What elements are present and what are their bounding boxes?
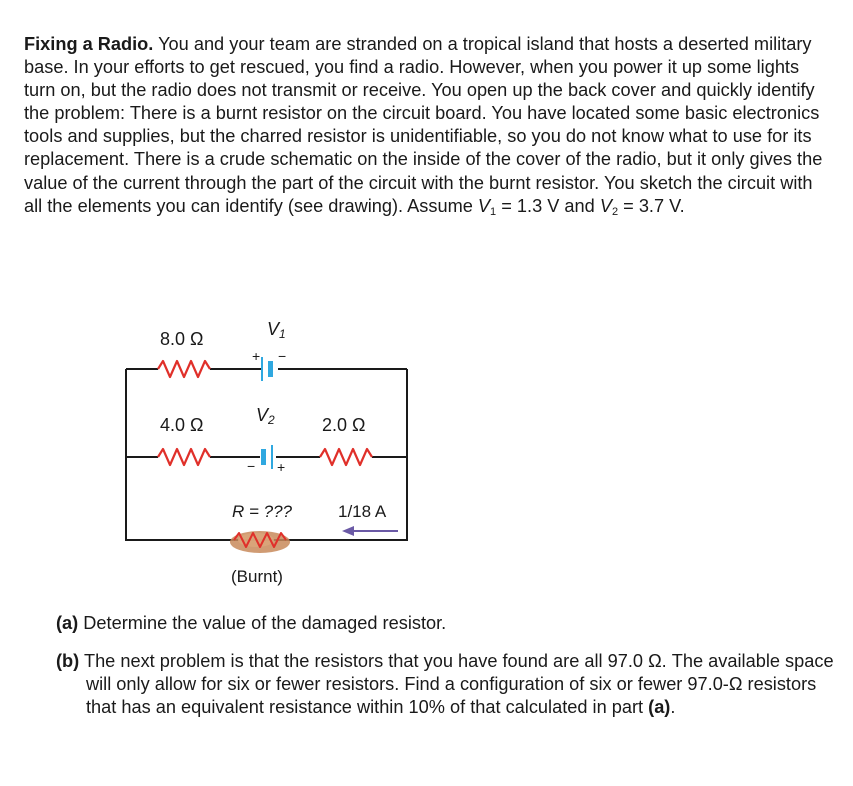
- v1-subscript: 1: [490, 205, 497, 218]
- question-a-text: Determine the value of the damaged resistor.: [78, 613, 447, 633]
- label-v1: V1: [267, 319, 286, 341]
- resistor-2ohm: [320, 449, 372, 465]
- label-2ohm: 2.0 Ω: [322, 415, 366, 435]
- question-a: [56, 612, 846, 635]
- problem-text: [24, 33, 824, 224]
- resistor-8ohm: [158, 361, 210, 377]
- question-b-ref: (a): [648, 697, 671, 718]
- question-b-label: (b): [56, 651, 80, 671]
- battery-v1: [262, 357, 273, 381]
- v2-plus-sign: +: [277, 459, 286, 475]
- v1-symbol: V: [477, 195, 491, 216]
- label-current: 1/18 A: [338, 502, 387, 521]
- question-b: [56, 650, 846, 719]
- question-b-end: .: [670, 697, 676, 718]
- v1-minus-sign: −: [278, 348, 287, 364]
- current-arrow: [342, 526, 398, 536]
- circuit-diagram: [110, 305, 420, 590]
- v2-symbol: V: [599, 195, 612, 216]
- problem-title: Fixing a Radio.: [24, 34, 154, 54]
- label-v2: V2: [256, 405, 275, 427]
- resistor-4ohm: [158, 449, 210, 465]
- label-unknown-resistor: R = ???: [232, 502, 293, 521]
- v1-plus-sign: +: [252, 348, 261, 364]
- v2-subscript: 2: [611, 205, 619, 218]
- question-b-text: The next problem is that the resistors that you have found are all 97.0 Ω. The available space will only allow for six or fewer resistors. Find a configuration of six or fewer 97.0-Ω resistors that has an equivalent resistance within 10% of that calculated in part: [79, 651, 834, 718]
- v1-value: = 1.3 V and: [496, 195, 600, 216]
- label-burnt: (Burnt): [231, 567, 283, 586]
- battery-v2: [261, 445, 272, 469]
- question-a-label: (a): [56, 613, 79, 633]
- v2-minus-sign: −: [247, 458, 256, 474]
- label-8ohm: 8.0 Ω: [160, 329, 204, 349]
- label-4ohm: 4.0 Ω: [160, 415, 204, 435]
- v2-value: = 3.7 V.: [618, 195, 685, 216]
- burnt-resistor: [230, 531, 290, 553]
- problem-body: You and your team are stranded on a tropical island that hosts a deserted military base. In your efforts to get rescued, you find a radio. However, when you power it up some lights turn on, but the radio does not transmit or receive. You open up the back cover and quickly identify the problem: There is a burnt resistor on the circuit board. You have located some basic electronics tools and supplies, but the charred resistor is unidentifiable, so you do not know what to use for its replacement. There is a crude schematic on the inside of the cover of the radio, but it only gives the value of the current through the part of the circuit with the burnt resistor. You sketch the circuit with all the elements you can identify (see drawing). Assume: [24, 34, 823, 216]
